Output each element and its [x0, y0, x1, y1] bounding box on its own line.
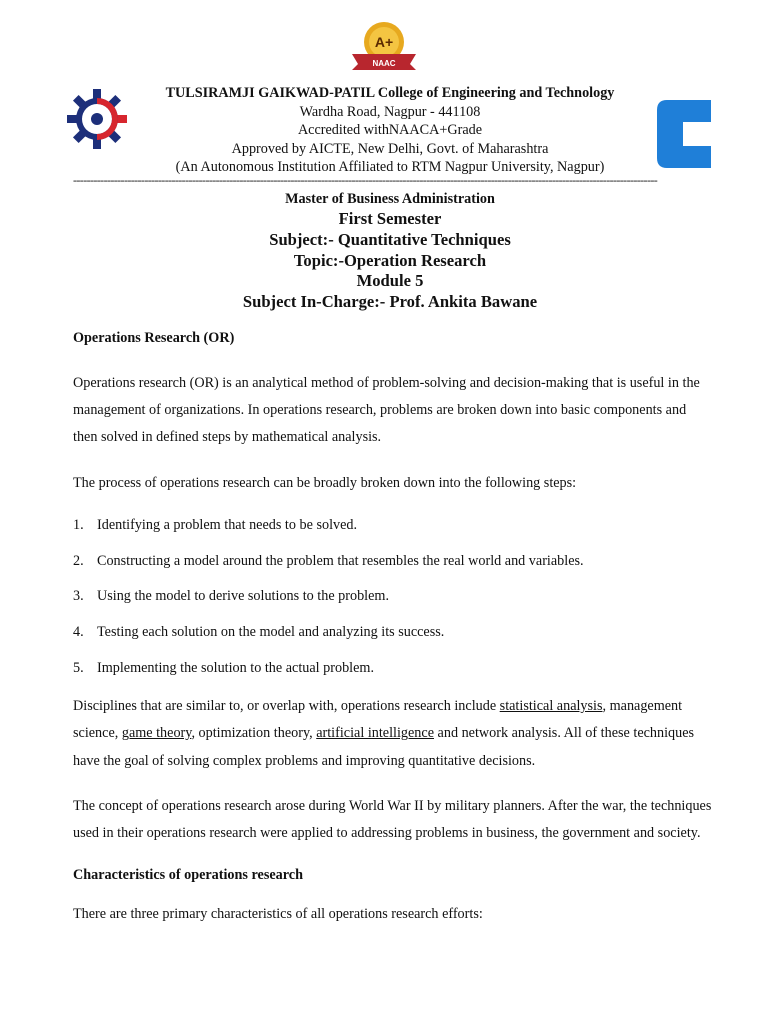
characteristics-intro: There are three primary characteristics of all operations research efforts:	[73, 906, 483, 923]
statistical-analysis-link[interactable]: statistical analysis	[499, 698, 603, 715]
badge-org: NAAC	[372, 59, 396, 68]
disciplines-text-3: , optimization theory,	[191, 725, 317, 742]
intro-paragraph: Operations research (OR) is an analytical method of problem-solving and decision-making that is useful in the management of organizations. In operations research, problems are broken down into basic components and then solved in defined steps by mathematical analysis.	[73, 375, 700, 446]
affiliation-line: (An Autonomous Institution Affiliated to RTM Nagpur University, Nagpur)	[175, 159, 605, 176]
list-item	[73, 586, 713, 606]
disciplines-text-2: , management science,	[73, 698, 683, 742]
approval-line: Approved by AICTE, New Delhi, Govt. of Maharashtra	[231, 140, 549, 157]
subject-title: Subject:- Quantitative Techniques	[269, 229, 511, 249]
disciplines-text-1: Disciplines that are similar to, or overlap with, operations research include	[73, 698, 500, 715]
step-text: Testing each solution on the model and analyzing its success.	[97, 623, 445, 640]
game-theory-link[interactable]: game theory	[121, 725, 192, 742]
step-text: Using the model to derive solutions to the problem.	[97, 588, 389, 605]
artificial-intelligence-link[interactable]: artificial intelligence	[316, 725, 434, 742]
step-number: 1.	[73, 516, 84, 533]
college-name: TULSIRAMJI GAIKWAD-PATIL College of Engineering and Technology	[165, 85, 615, 101]
college-gear-logo	[66, 88, 128, 150]
step-text: Identifying a problem that needs to be solved.	[97, 516, 358, 533]
section-heading-characteristics: Characteristics of operations research	[73, 867, 303, 884]
accreditation-line: Accredited withNAACA+Grade	[297, 122, 483, 139]
step-text: Constructing a model around the problem that resembles the real world and variables.	[97, 552, 584, 569]
step-number: 3.	[73, 588, 84, 605]
institution-header	[130, 84, 650, 177]
step-number: 2.	[73, 552, 84, 569]
steps-list	[73, 515, 713, 678]
topic-title: Topic:-Operation Research	[293, 250, 487, 270]
g-brand-logo	[657, 100, 711, 168]
in-charge-title: Subject In-Charge:- Prof. Ankita Bawane	[242, 292, 538, 312]
step-text: Implementing the solution to the actual problem.	[97, 659, 374, 676]
list-item	[73, 551, 713, 571]
disciplines-paragraph	[73, 693, 713, 775]
module-title: Module 5	[356, 271, 424, 291]
course-title-block	[150, 190, 630, 313]
header-separator: ----------------------------------------------------------------------------------------------------------------------------------------------------------------------------	[73, 174, 658, 186]
step-number: 5.	[73, 659, 84, 676]
college-address: Wardha Road, Nagpur - 441108	[299, 103, 481, 120]
section-heading-or: Operations Research (OR)	[73, 330, 235, 346]
semester-title: First Semester	[338, 209, 442, 228]
program-name: Master of Business Administration	[285, 191, 495, 207]
history-paragraph: The concept of operations research arose during World War II by military planners. After the war, the techniques used in their operations research were applied to addressing problems in business, the government and society.	[73, 797, 712, 842]
list-item	[73, 515, 713, 535]
list-item	[73, 658, 713, 678]
naac-badge	[346, 18, 422, 74]
badge-grade: A+	[374, 34, 394, 50]
disciplines-text-4: and network analysis. All of these techniques have the goal of solving complex problems and improving quantitative decisions.	[73, 725, 695, 769]
step-number: 4.	[73, 623, 84, 640]
process-intro-paragraph: The process of operations research can be broadly broken down into the following steps:	[73, 474, 577, 491]
document-body	[73, 328, 713, 946]
list-item	[73, 622, 713, 642]
